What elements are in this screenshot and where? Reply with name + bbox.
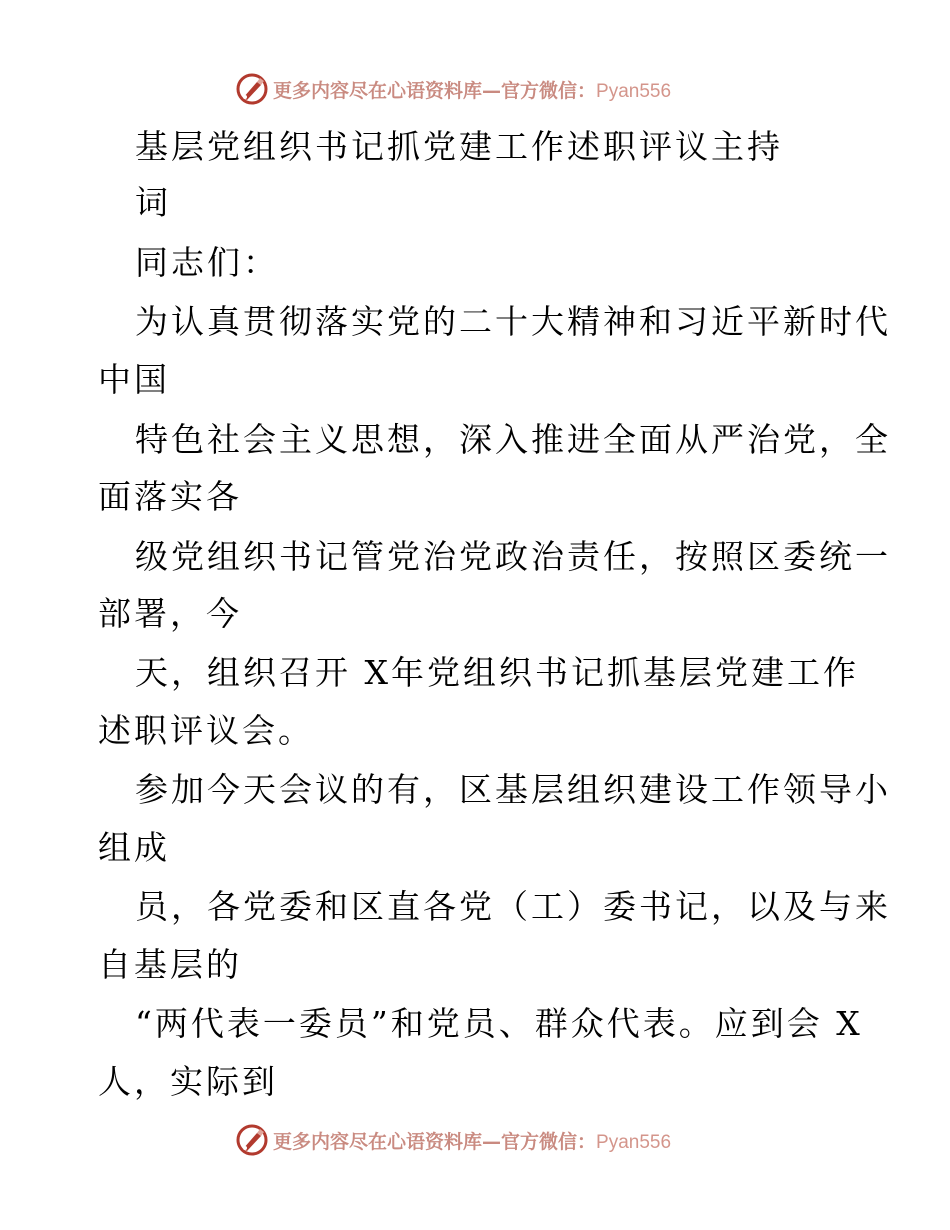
paragraph-line: “两代表一委员”和党员、群众代表。应到会 X: [135, 1004, 863, 1043]
watermark-text: 更多内容尽在心语资料库—官方微信：Pyan556: [273, 1130, 672, 1153]
document-title-line-2: 词: [135, 183, 171, 222]
footer-watermark: [235, 1123, 715, 1157]
paragraph-line: 人，实际到: [98, 1062, 278, 1101]
watermark-id: Pyan556: [596, 1131, 672, 1153]
paragraph-line: 级党组织书记管党治党政治责任，按照区委统一: [135, 537, 891, 576]
paragraph-line: 天，组织召开 X年党组织书记抓基层党建工作: [135, 653, 859, 692]
paragraph-line: 员，各党委和区直各党（工）委书记，以及与来: [135, 887, 891, 926]
watermark-id: Pyan556: [596, 80, 672, 102]
document-title-line-1: 基层党组织书记抓党建工作述职评议主持: [135, 127, 783, 166]
paragraph-line: 为认真贯彻落实党的二十大精神和习近平新时代: [135, 302, 891, 341]
paragraph-line: 自基层的: [98, 945, 242, 984]
paragraph-line: 面落实各: [98, 477, 242, 516]
paragraph-line: 组成: [98, 828, 170, 867]
salutation: 同志们：: [135, 243, 279, 282]
paragraph-line: 中国: [98, 360, 170, 399]
paragraph-line: 特色社会主义思想，深入推进全面从严治党，全: [135, 420, 891, 459]
watermark-text: 更多内容尽在心语资料库—官方微信：Pyan556: [273, 79, 672, 102]
pen-logo-icon: [235, 1123, 269, 1157]
paragraph-line: 参加今天会议的有，区基层组织建设工作领导小: [135, 770, 891, 809]
paragraph-line: 述职评议会。: [98, 711, 314, 750]
paragraph-line: 部署，今: [98, 594, 242, 633]
